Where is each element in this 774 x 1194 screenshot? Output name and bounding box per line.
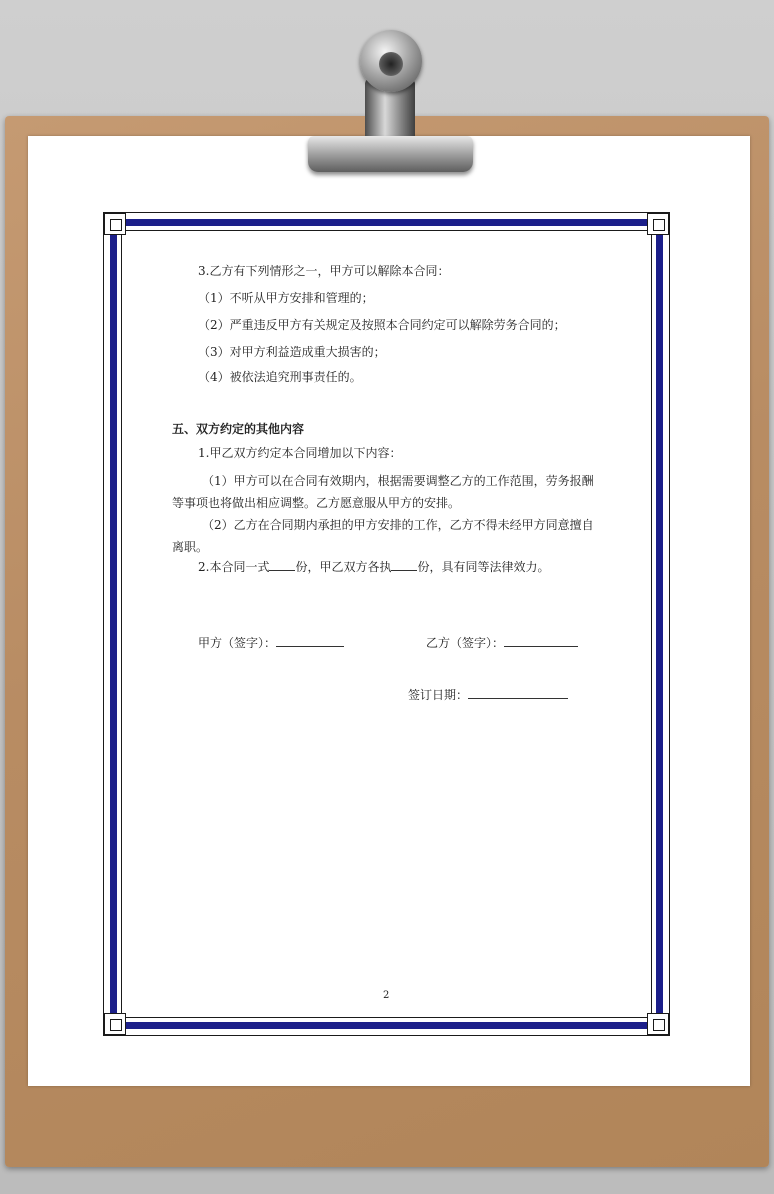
party-b-signature: [426, 630, 578, 656]
party-b-sign-line[interactable]: [504, 632, 578, 647]
section5-heading: 五、双方约定的其他内容: [172, 422, 305, 436]
copies-prefix: 2.本合同一式: [198, 560, 270, 574]
corner-ornament-icon: [104, 213, 126, 235]
clause3-title: 3.乙方有下列情形之一，甲方可以解除本合同：: [198, 264, 450, 278]
party-a-label: 甲方（签字）：: [198, 636, 277, 650]
clause3-item: （1）不听从甲方安排和管理的；: [198, 291, 374, 305]
section5-item2: （2）乙方在合同期内承担的甲方安排的工作，乙方不得未经甲方同意擅自离职。: [172, 518, 594, 554]
sign-date-label: 签订日期：: [408, 688, 469, 702]
copies-clause: [172, 554, 549, 580]
sign-date: [408, 682, 568, 708]
clip-hole: [379, 52, 403, 76]
copies-blank[interactable]: [391, 556, 417, 571]
copies-mid: 份，甲乙双方各执: [295, 560, 392, 574]
party-b-label: 乙方（签字）：: [426, 636, 505, 650]
corner-ornament-icon: [647, 1013, 669, 1035]
corner-ornament-icon: [647, 213, 669, 235]
clip-plate: [308, 136, 473, 172]
copies-blank[interactable]: [269, 556, 295, 571]
section5-intro: 1.甲乙双方约定本合同增加以下内容：: [198, 446, 402, 460]
party-a-sign-line[interactable]: [276, 632, 344, 647]
clause3-item: （3）对甲方利益造成重大损害的；: [198, 345, 386, 359]
section5-item1: （1）甲方可以在合同有效期内，根据需要调整乙方的工作范围，劳务报酬等事项也将做出相应调整。乙方愿意服从甲方的安排。: [172, 474, 594, 510]
corner-ornament-icon: [104, 1013, 126, 1035]
page-number: 2: [383, 990, 390, 1001]
party-a-signature: [198, 630, 344, 656]
copies-suffix: 份，具有同等法律效力。: [417, 560, 550, 574]
clause3-item: （2）严重违反甲方有关规定及按照本合同约定可以解除劳务合同的；: [198, 318, 566, 332]
clause3-item: （4）被依法追究刑事责任的。: [198, 370, 362, 384]
sign-date-line[interactable]: [468, 684, 568, 699]
